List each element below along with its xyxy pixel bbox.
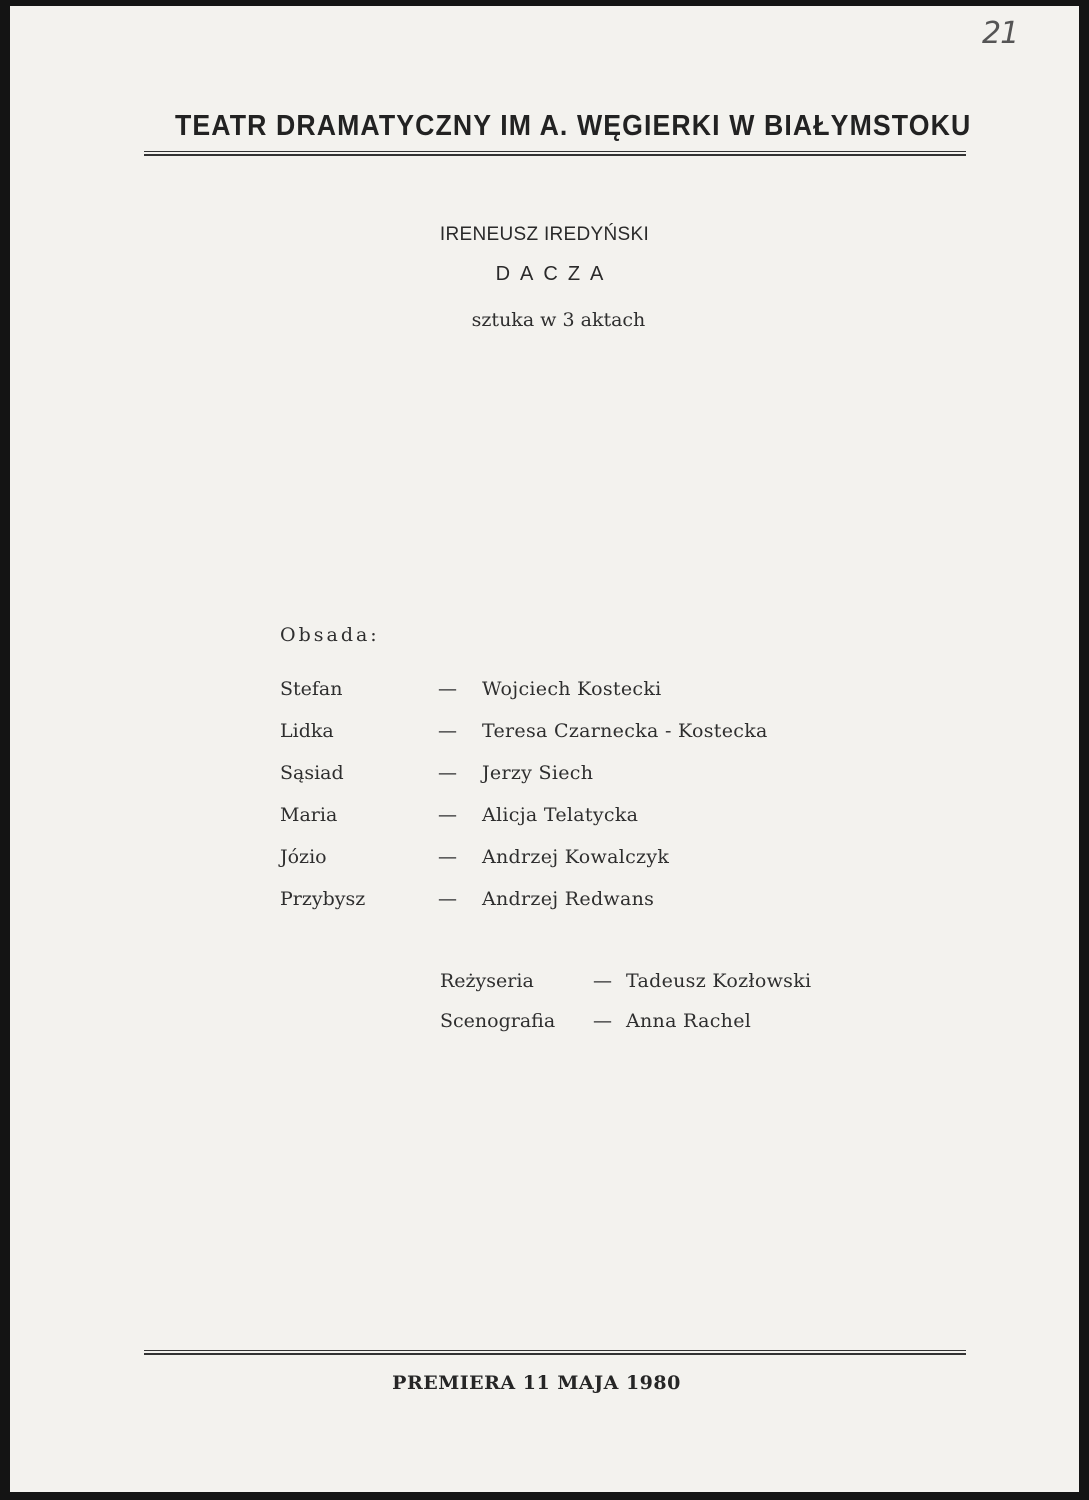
premiere-date: PREMIERA 11 MAJA 1980 — [392, 1372, 681, 1394]
cast-row — [280, 846, 880, 888]
cast-role: Maria — [280, 804, 338, 826]
header-rule-thick — [144, 154, 966, 156]
crew-role: Reżyseria — [440, 970, 534, 992]
play-subtitle: sztuka w 3 aktach — [471, 309, 646, 331]
cast-actor: Alicja Telatycka — [482, 804, 639, 826]
cast-row — [280, 720, 880, 762]
header-rule-thin — [144, 151, 966, 152]
cast-dash: — — [438, 720, 457, 742]
cast-role: Józio — [280, 846, 327, 868]
program-page — [10, 6, 1079, 1492]
crew-row — [440, 970, 900, 1010]
cast-actor: Andrzej Redwans — [482, 888, 655, 910]
cast-role: Stefan — [280, 678, 343, 700]
cast-row — [280, 678, 880, 720]
footer-rule-thin — [144, 1350, 966, 1351]
cast-role: Przybysz — [280, 888, 366, 910]
cast-dash: — — [438, 846, 457, 868]
cast-dash: — — [438, 804, 457, 826]
crew-row — [440, 1010, 900, 1050]
theatre-name-heading: TEATR DRAMATYCZNY IM A. WĘGIERKI W BIAŁYMSTOKU — [175, 110, 972, 142]
cast-row — [280, 888, 880, 930]
crew-dash: — — [593, 970, 612, 992]
cast-row — [280, 804, 880, 846]
crew-list — [440, 970, 900, 1050]
crew-person: Anna Rachel — [626, 1010, 752, 1032]
footer-rule-thick — [144, 1353, 966, 1355]
play-title: DACZA — [495, 263, 614, 285]
crew-role: Scenografia — [440, 1010, 556, 1032]
cast-row — [280, 762, 880, 804]
cast-actor: Jerzy Siech — [482, 762, 594, 784]
handwritten-page-number: 21 — [982, 16, 1019, 51]
cast-dash: — — [438, 888, 457, 910]
cast-actor: Teresa Czarnecka - Kostecka — [482, 720, 768, 742]
crew-person: Tadeusz Kozłowski — [626, 970, 812, 992]
cast-role: Lidka — [280, 720, 334, 742]
crew-dash: — — [593, 1010, 612, 1032]
cast-dash: — — [438, 678, 457, 700]
author-name: IRENEUSZ IREDYŃSKI — [439, 224, 650, 245]
cast-actor: Andrzej Kowalczyk — [482, 846, 670, 868]
cast-list — [280, 678, 880, 930]
cast-role: Sąsiad — [280, 762, 344, 784]
cast-heading: Obsada: — [280, 624, 380, 646]
cast-actor: Wojciech Kostecki — [482, 678, 662, 700]
cast-dash: — — [438, 762, 457, 784]
